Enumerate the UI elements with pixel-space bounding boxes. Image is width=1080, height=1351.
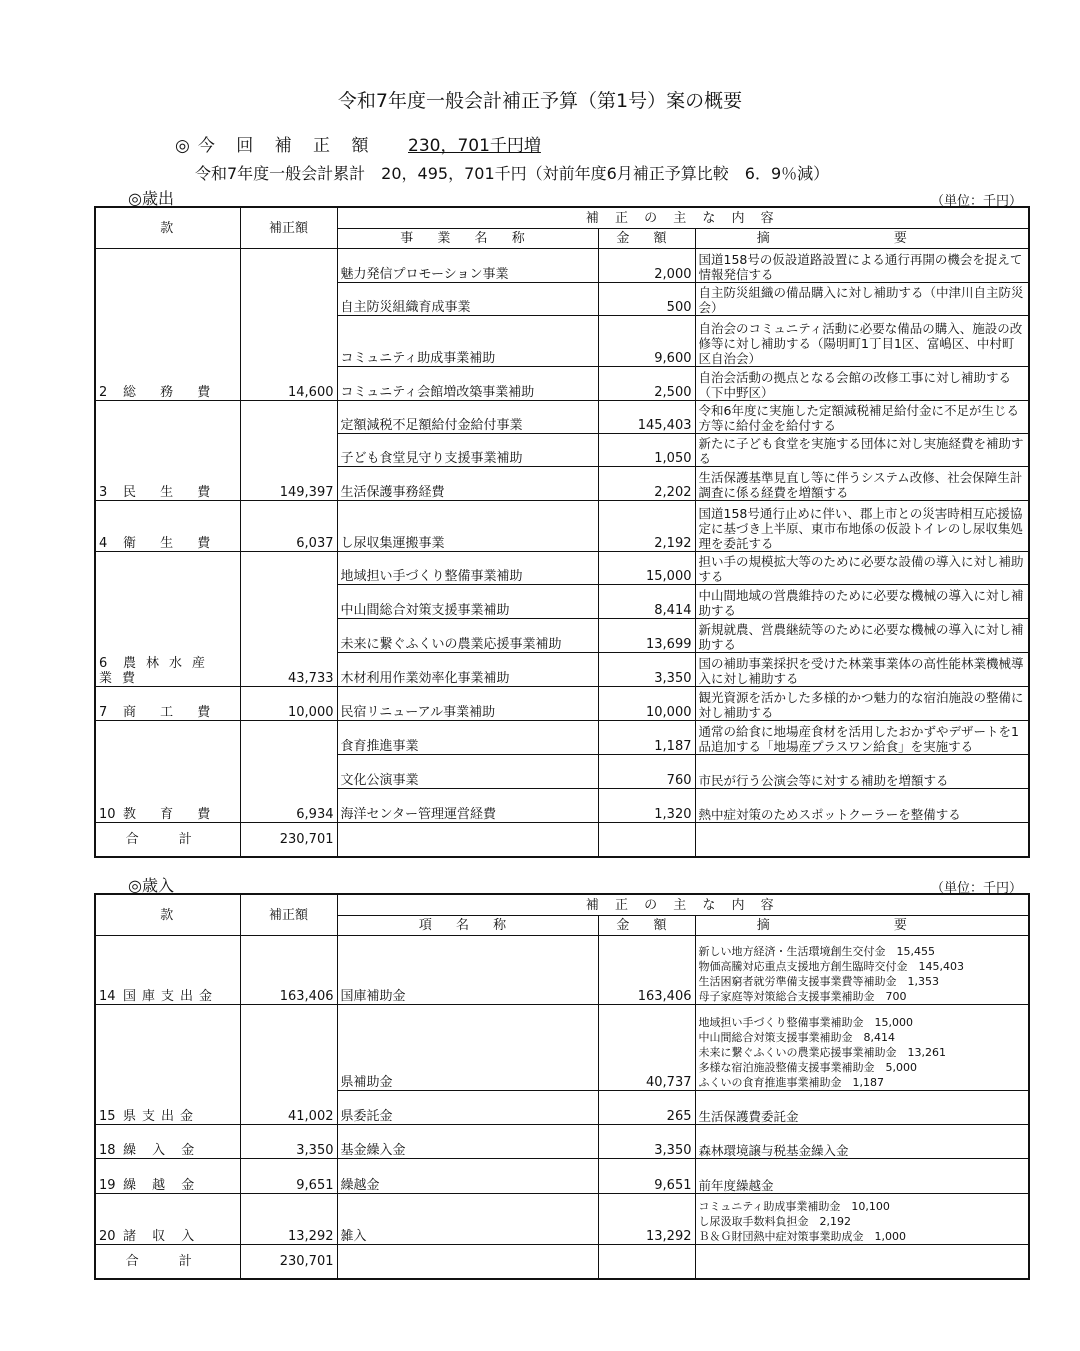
col-header-name: 項 名 称 [337,916,598,936]
project-desc: 自治会活動の拠点となる会館の改修工事に対し補助する（下中野区） [695,367,1029,401]
project-value: 1,320 [598,789,695,823]
kan-name: 繰 入 金 [123,1143,201,1158]
kan-number: 2 [99,385,108,400]
table-row [95,936,1029,1005]
table-row [95,501,1029,552]
project-name: 海洋センター管理運営経費 [337,789,598,823]
project-desc: 生活保護基準見直し等に伴うシステム改修、社会保障生計調査に係る経費を増額する [695,467,1029,501]
item-name: 基金繰入金 [337,1125,598,1159]
project-desc: 通常の給食に地場産食材を活用したおかずやデザートを1品追加する「地場産プラスワン給食」を実施する [695,721,1029,755]
kan-amount: 41,002 [240,1005,337,1125]
supplement-amount: 230，701千円増 [408,136,541,156]
item-value: 9,651 [598,1159,695,1194]
col-header-amount: 補正額 [240,894,337,936]
project-desc: 中山間地域の営農維持のために必要な機械の導入に対し補助する [695,585,1029,619]
project-value: 8,414 [598,585,695,619]
item-desc-line: Ｂ＆Ｇ財団熱中症対策事業助成金 1,000 [698,1230,906,1243]
total-amount: 230,701 [240,1245,337,1279]
item-name: 繰越金 [337,1159,598,1194]
revenue-unit: （単位：千円） [930,881,1022,896]
kan-cell [95,1159,240,1194]
item-desc-line: 地域担い手づくり整備事業補助金 15,000 [698,1016,913,1029]
kan-number: 6 [99,656,108,671]
kan-name: 商 工 費 [123,705,221,720]
item-desc [695,1125,1029,1159]
kan-name: 農林水産業費 [99,656,216,686]
project-value: 2,000 [598,249,695,283]
supplement-label: ◎今 回 補 正 額 [175,136,377,156]
table-row [95,552,1029,585]
item-name: 国庫補助金 [337,936,598,1005]
col-header-kan: 款 [95,207,240,249]
kan-number: 18 [99,1143,116,1158]
kan-name: 県支出金 [123,1109,200,1124]
item-name: 県補助金 [337,1005,598,1091]
cumulative-line: 令和7年度一般会計累計 20，495，701千円（対前年度6月補正予算比較 6．9％減） [195,164,830,183]
kan-number: 14 [99,989,116,1004]
project-value: 13,699 [598,619,695,653]
project-name: し尿収集運搬事業 [337,501,598,552]
table-row [95,1194,1029,1245]
item-desc-line: 物価高騰対応重点支援地方創生臨時交付金 145,403 [698,960,964,973]
kan-amount: 6,037 [240,501,337,552]
item-desc-line: 前年度繰越金 [698,1178,774,1193]
project-desc: 令和6年度に実施した定額減税補足給付金に不足が生じる方等に給付金を給付する [695,401,1029,434]
total-label: 合 計 [95,1245,240,1279]
item-desc-line: 新しい地方経済・生活環境創生交付金 15,455 [698,945,935,958]
kan-number: 15 [99,1109,116,1124]
expenditure-table [94,206,1030,858]
project-desc: 国道158号通行止めに伴い、郡上市との災害時相互応援協定に基づき上半原、東市布地係の仮設トイレのし尿収集処理を委託する [695,501,1029,552]
item-value: 163,406 [598,936,695,1005]
item-desc-line: ふくいの食育推進事業補助金 1,187 [698,1076,884,1089]
kan-amount: 9,651 [240,1159,337,1194]
project-desc: 新規就農、営農継続等のために必要な機械の導入に対し補助する [695,619,1029,653]
kan-cell [95,936,240,1005]
kan-cell [95,721,240,823]
table-row [95,1125,1029,1159]
col-header-kan: 款 [95,894,240,936]
table-row [95,1159,1029,1194]
revenue-table [94,893,1030,1280]
kan-number: 10 [99,807,116,822]
project-name: 定額減税不足額給付金給付事業 [337,401,598,434]
item-value: 40,737 [598,1005,695,1091]
project-desc: 観光資源を活かした多様的かつ魅力的な宿泊施設の整備に対し補助する [695,687,1029,721]
kan-cell [95,1005,240,1125]
project-desc: 新たに子ども食堂を実施する団体に対し実施経費を補助する [695,434,1029,467]
kan-cell [95,1194,240,1245]
kan-number: 7 [99,705,108,720]
total-amount: 230,701 [240,823,337,857]
kan-number: 19 [99,1178,116,1193]
project-desc: 市民が行う公演会等に対する補助を増額する [695,755,1029,789]
project-value: 1,187 [598,721,695,755]
project-name: 文化公演事業 [337,755,598,789]
item-desc-line: し尿汲取手数料負担金 2,192 [698,1215,851,1228]
project-desc: 国の補助事業採択を受けた林業事業体の高性能林業機械導入に対し補助する [695,653,1029,687]
revenue-heading: ◎歳入 [128,876,174,895]
project-name: 生活保護事務経費 [337,467,598,501]
project-name: 魅力発信プロモーション事業 [337,249,598,283]
item-desc-line: 中山間総合対策支援事業補助金 8,414 [698,1031,895,1044]
project-name: 地域担い手づくり整備事業補助 [337,552,598,585]
kan-name: 諸 収 入 [123,1229,201,1244]
page-title: 令和7年度一般会計補正予算（第1号）案の概要 [337,90,743,112]
project-value: 2,192 [598,501,695,552]
kan-name: 衛 生 費 [123,536,221,551]
project-name: 民宿リニューアル事業補助 [337,687,598,721]
project-value: 1,050 [598,434,695,467]
item-desc-line: 森林環境譲与税基金繰入金 [698,1143,849,1158]
project-name: 食育推進事業 [337,721,598,755]
kan-amount: 13,292 [240,1194,337,1245]
project-desc: 熱中症対策のためスポットクーラーを整備する [695,789,1029,823]
table-row [95,721,1029,755]
project-name: 子ども食堂見守り支援事業補助 [337,434,598,467]
kan-amount: 14,600 [240,249,337,401]
expenditure-unit: （単位：千円） [930,194,1022,209]
kan-amount: 43,733 [240,552,337,687]
project-name: 中山間総合対策支援事業補助 [337,585,598,619]
item-desc [695,1159,1029,1194]
item-value: 3,350 [598,1125,695,1159]
col-header-desc: 摘 要 [695,916,1029,936]
kan-cell [95,1125,240,1159]
expenditure-heading: ◎歳出 [128,189,174,208]
col-header-main: 補 正 の 主 な 内 容 [337,894,1029,916]
item-desc-line: コミュニティ助成事業補助金 10,100 [698,1200,890,1213]
kan-number: 4 [99,536,108,551]
total-row [95,1245,1029,1279]
project-value: 2,202 [598,467,695,501]
kan-amount: 3,350 [240,1125,337,1159]
kan-cell [95,401,240,501]
project-value: 3,350 [598,653,695,687]
kan-cell [95,249,240,401]
table-row [95,401,1029,434]
kan-number: 3 [99,485,108,500]
col-header-value: 金 額 [598,229,695,249]
kan-name: 国庫支出金 [123,989,219,1004]
kan-name: 繰 越 金 [123,1178,201,1193]
kan-cell [95,552,240,687]
item-value: 13,292 [598,1194,695,1245]
col-header-name: 事 業 名 称 [337,229,598,249]
project-name: コミュニティ助成事業補助 [337,316,598,367]
item-name: 県委託金 [337,1091,598,1125]
table-row [95,1005,1029,1091]
kan-cell [95,687,240,721]
project-desc: 担い手の規模拡大等のために必要な設備の導入に対し補助する [695,552,1029,585]
kan-amount: 163,406 [240,936,337,1005]
table-row [95,249,1029,283]
item-desc [695,1194,1029,1245]
project-value: 15,000 [598,552,695,585]
total-label: 合 計 [95,823,240,857]
project-value: 10,000 [598,687,695,721]
item-value: 265 [598,1091,695,1125]
item-name: 雑入 [337,1194,598,1245]
kan-name: 総 務 費 [123,385,221,400]
item-desc-line: 多様な宿泊施設整備支援事業補助金 5,000 [698,1061,917,1074]
item-desc-line: 生活困窮者就労準備支援事業費等補助金 1,353 [698,975,939,988]
kan-amount: 10,000 [240,687,337,721]
project-value: 145,403 [598,401,695,434]
project-desc: 自治会のコミュニティ活動に必要な備品の購入、施設の改修等に対し補助する（陽明町1丁目1区、富嶋区、中村町区自治会） [695,316,1029,367]
project-value: 760 [598,755,695,789]
col-header-amount: 補正額 [240,207,337,249]
project-value: 2,500 [598,367,695,401]
item-desc-line: 生活保護費委託金 [698,1109,799,1124]
item-desc-line: 母子家庭等対策総合支援事業補助金 700 [698,990,907,1003]
kan-cell [95,501,240,552]
project-value: 500 [598,283,695,316]
kan-name: 教 育 費 [123,807,221,822]
kan-amount: 149,397 [240,401,337,501]
project-name: コミュニティ会館増改築事業補助 [337,367,598,401]
col-header-value: 金 額 [598,916,695,936]
project-value: 9,600 [598,316,695,367]
kan-number: 20 [99,1229,116,1244]
item-desc-line: 未来に繋ぐふくいの農業応援事業補助金 13,261 [698,1046,946,1059]
project-name: 自主防災組織育成事業 [337,283,598,316]
project-desc: 自主防災組織の備品購入に対し補助する（中津川自主防災会） [695,283,1029,316]
table-row [95,687,1029,721]
kan-amount: 6,934 [240,721,337,823]
item-desc [695,936,1029,1005]
col-header-main: 補 正 の 主 な 内 容 [337,207,1029,229]
col-header-desc: 摘 要 [695,229,1029,249]
project-desc: 国道158号の仮設道路設置による通行再開の機会を捉えて情報発信する [695,249,1029,283]
total-row [95,823,1029,857]
project-name: 未来に繋ぐふくいの農業応援事業補助 [337,619,598,653]
item-desc [695,1091,1029,1125]
kan-name: 民 生 費 [123,485,221,500]
project-name: 木材利用作業効率化事業補助 [337,653,598,687]
item-desc [695,1005,1029,1091]
